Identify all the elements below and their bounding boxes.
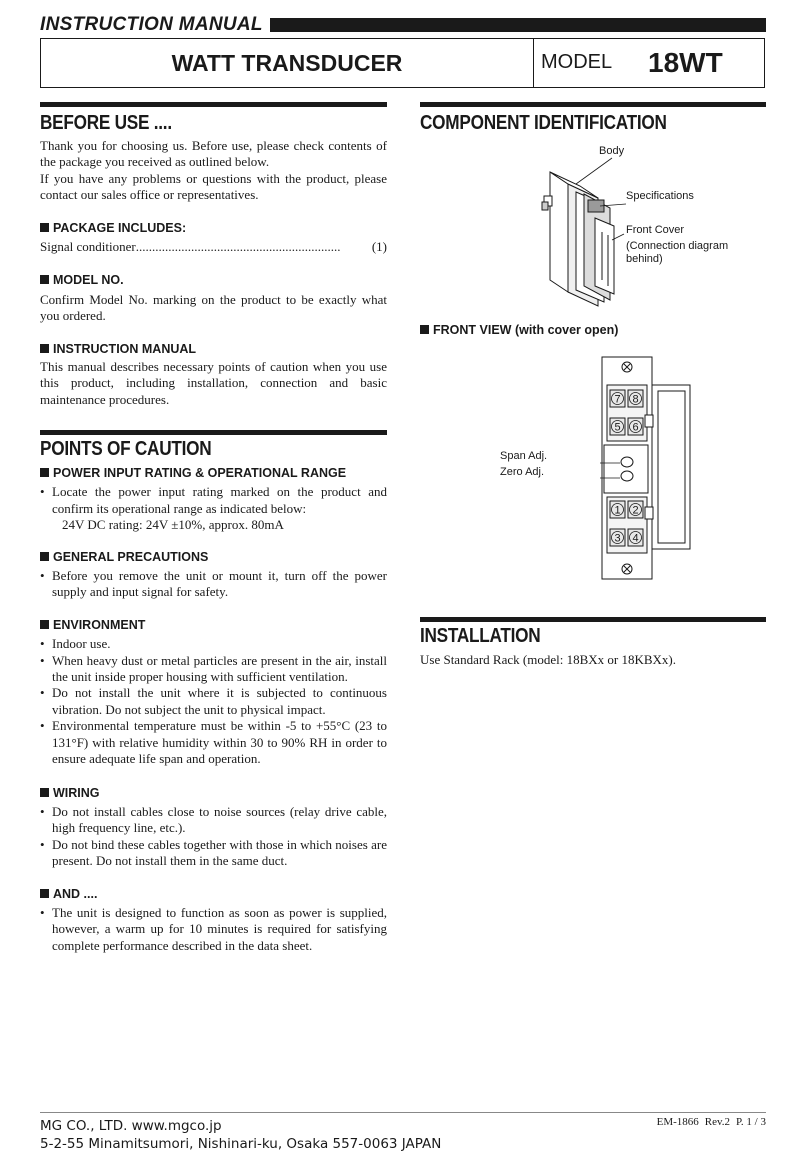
header-bar <box>270 18 766 32</box>
wiring-list <box>40 804 387 870</box>
power-input-list <box>40 484 387 517</box>
front-view-drawing <box>600 355 692 583</box>
company-address: 5-2-55 Minamitsumori, Nishinari-ku, Osaka 557-0063 JAPAN <box>40 1136 442 1152</box>
terminal-6: 6 <box>632 421 639 434</box>
terminal-7: 7 <box>614 393 621 406</box>
before-use-section <box>40 138 387 408</box>
list-item: • Environmental temperature must be within -5 to +55°C (23 to 131°F) with relative humidity within 30 to 90% RH in order to ensure adequate life span and operation. <box>40 718 387 767</box>
power-input-heading: POWER INPUT RATING & OPERATIONAL RANGE <box>40 465 387 481</box>
list-item: • When heavy dust or metal particles are present in the air, install the unit inside proper housing with sufficient ventilation. <box>40 653 387 686</box>
document-number: EM-1866 <box>656 1116 699 1128</box>
square-bullet-icon <box>420 325 429 334</box>
and-heading: AND .... <box>40 886 387 902</box>
terminal-2: 2 <box>632 504 639 517</box>
model-no-text: Confirm Model No. marking on the product to be exactly what you ordered. <box>40 291 387 324</box>
label-span-adj: Span Adj. <box>500 450 548 462</box>
terminal-3: 3 <box>614 532 621 545</box>
square-bullet-icon <box>40 620 49 629</box>
label-front-cover-note-2: behind) <box>626 253 663 265</box>
product-title: WATT TRANSDUCER <box>41 39 534 87</box>
terminal-5: 5 <box>614 421 621 434</box>
front-view-heading: FRONT VIEW (with cover open) <box>420 323 618 337</box>
revision: Rev.2 <box>704 1116 731 1128</box>
section-rule <box>40 102 387 107</box>
square-bullet-icon <box>40 344 49 353</box>
and-list <box>40 905 387 954</box>
company-name: MG CO., LTD. www.mgco.jp <box>40 1118 222 1134</box>
model-no-heading: MODEL NO. <box>40 272 387 288</box>
intro-text: Thank you for choosing us. Before use, please check contents of the package you received as outlined below. <box>40 138 387 170</box>
manual-label: INSTRUCTION MANUAL <box>40 14 269 36</box>
installation-text: Use Standard Rack (model: 18BXx or 18KBXx). <box>420 652 676 667</box>
list-item: • The unit is designed to function as soon as power is supplied, however, a warm up for 10 minutes is required for satisfying complete performance described in the data sheet. <box>40 905 387 954</box>
list-item: • Do not bind these cables together with those in which noises are present. Do not install them in the same duct. <box>40 837 387 870</box>
square-bullet-icon <box>40 468 49 477</box>
square-bullet-icon <box>40 788 49 797</box>
square-bullet-icon <box>40 889 49 898</box>
manual-header-band <box>40 16 766 36</box>
power-rating: 24V DC rating: 24V ±10%, approx. 80mA <box>62 517 284 533</box>
package-item: Signal conditioner <box>40 239 136 255</box>
title-box <box>40 38 765 88</box>
section-rule <box>420 102 766 107</box>
document-info <box>651 1116 766 1128</box>
terminal-4: 4 <box>632 532 639 545</box>
general-precautions-list <box>40 568 387 601</box>
model-number: 18WT <box>648 47 723 78</box>
instruction-manual-heading: INSTRUCTION MANUAL <box>40 341 387 357</box>
section-rule <box>40 430 387 435</box>
terminal-8: 8 <box>632 393 639 406</box>
list-item: • Before you remove the unit or mount it, turn off the power supply and input signal for safety. <box>40 568 387 601</box>
list-item: • Do not install the unit where it is subjected to continuous vibration. Do not subject the unit to physical impact. <box>40 685 387 718</box>
list-item: • Locate the power input rating marked on the product and confirm its operational range as indicated below: <box>40 484 387 517</box>
square-bullet-icon <box>40 223 49 232</box>
instruction-manual-text: This manual describes necessary points of caution when you use this product, including installation, connection and basic maintenance procedures. <box>40 359 387 407</box>
environment-list <box>40 636 387 767</box>
component-identification-title: COMPONENT IDENTIFICATION <box>420 112 667 134</box>
page-number: P. 1 / 3 <box>736 1116 766 1128</box>
square-bullet-icon <box>40 275 49 284</box>
section-rule <box>420 617 766 622</box>
points-of-caution-title: POINTS OF CAUTION <box>40 438 212 460</box>
label-specifications: Specifications <box>626 190 694 202</box>
package-heading: PACKAGE INCLUDES: <box>40 220 387 236</box>
label-body: Body <box>599 145 625 157</box>
square-bullet-icon <box>40 552 49 561</box>
before-use-title: BEFORE USE .... <box>40 112 172 134</box>
leader-dots: ............................................................... <box>135 239 341 255</box>
label-front-cover-note-1: (Connection diagram <box>626 240 729 252</box>
general-precautions-heading: GENERAL PRECAUTIONS <box>40 549 387 565</box>
package-item-row <box>40 239 387 255</box>
points-of-caution-section <box>40 465 387 954</box>
list-item: • Indoor use. <box>40 636 387 652</box>
installation-title: INSTALLATION <box>420 625 541 647</box>
label-front-cover: Front Cover <box>626 224 685 236</box>
model-label: MODEL <box>541 51 613 73</box>
terminal-1: 1 <box>614 504 621 517</box>
environment-heading: ENVIRONMENT <box>40 617 387 633</box>
wiring-heading: WIRING <box>40 785 387 801</box>
label-zero-adj: Zero Adj. <box>500 466 545 478</box>
list-item: • Do not install cables close to noise sources (relay drive cable, high frequency line, etc.). <box>40 804 387 837</box>
footer-rule <box>40 1112 766 1113</box>
package-qty: (1) <box>371 239 387 255</box>
intro-text-2: If you have any problems or questions with the product, please contact our sales office or representatives. <box>40 170 387 203</box>
